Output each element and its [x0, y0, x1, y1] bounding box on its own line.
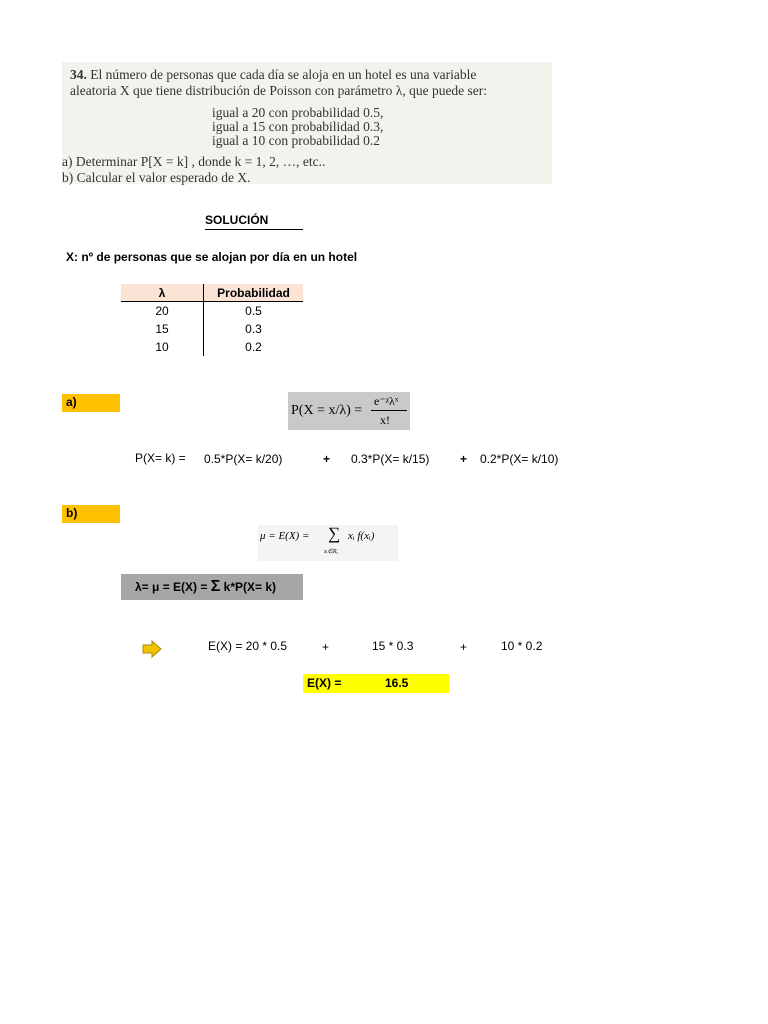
part-b-calc-lhs: E(X) = 20 * 0.5 [208, 639, 288, 653]
right-arrow-icon [142, 640, 162, 663]
fraction-bar [371, 410, 407, 411]
table-cell: 15 [121, 320, 204, 338]
table-cell: 0.3 [245, 322, 262, 336]
problem-part-a: a) Determinar P[X = k] , donde k = 1, 2, …, etc.. [62, 154, 326, 169]
part-b-plus-2: + [460, 640, 468, 654]
lambda-eq-suffix: k*P(X= k) [223, 580, 277, 594]
poisson-formula-lhs: P(X = x/λ) = [291, 403, 363, 418]
problem-option-2: igual a 15 con probabilidad 0.3, [212, 119, 384, 134]
part-b-tag: b) [62, 505, 120, 523]
problem-line-1: El número de personas que cada día se aloja en un hotel es una variable [90, 67, 477, 82]
poisson-formula-denominator: x! [380, 413, 390, 427]
result-box [303, 674, 449, 693]
part-b-term-3: 10 * 0.2 [501, 639, 543, 653]
table-cell: 0.2 [245, 340, 262, 354]
lambda-expectation-box [121, 574, 303, 600]
table-header-probability: Probabilidad [204, 284, 304, 302]
problem-statement-scan [62, 62, 552, 184]
part-b-term-2: 15 * 0.3 [372, 639, 414, 653]
part-a-term-1: 0.5*P(X= k/20) [204, 452, 283, 466]
part-a-plus-2: + [460, 452, 468, 466]
result-value: 16.5 [385, 676, 409, 690]
result-label: E(X) = [307, 676, 342, 690]
variable-definition: X: nº de personas que se alojan por día en un hotel [66, 250, 358, 264]
expected-value-formula [258, 525, 398, 561]
table-cell: 20 [121, 302, 204, 321]
table-cell: 0.5 [245, 304, 262, 318]
problem-number: 34. [70, 67, 87, 82]
summation-symbol: ∑ [328, 524, 341, 543]
table-header-lambda: λ [121, 284, 204, 302]
mu-formula-lhs: μ = E(X) = [260, 530, 310, 542]
problem-option-3: igual a 10 con probabilidad 0.2 [212, 133, 380, 148]
solution-title: SOLUCIÓN [205, 213, 303, 230]
part-a-term-3: 0.2*P(X= k/10) [480, 452, 559, 466]
table-row [121, 302, 303, 321]
lambda-probability-table [121, 284, 303, 356]
table-header-row [121, 284, 303, 302]
table-row [121, 338, 303, 356]
part-a-calc-lhs: P(X= k) = [135, 451, 186, 465]
table-cell: 10 [121, 338, 204, 356]
part-a-tag: a) [62, 394, 120, 412]
part-a-plus-1: + [323, 452, 331, 466]
mu-formula-rhs: xᵢ f(xᵢ) [348, 530, 375, 542]
part-b-plus-1: + [322, 640, 330, 654]
summation-subscript: xᵢ∈Rₓ [324, 549, 339, 555]
sigma-symbol: Σ [210, 578, 221, 595]
problem-part-b: b) Calcular el valor esperado de X. [62, 170, 251, 185]
poisson-formula-box [288, 392, 410, 430]
poisson-formula-numerator: e⁻ᵡλˣ [374, 394, 399, 408]
problem-option-1: igual a 20 con probabilidad 0.5, [212, 105, 384, 120]
problem-line-2: aleatoria X que tiene distribución de Poisson con parámetro λ, que puede ser: [70, 83, 488, 98]
part-a-term-2: 0.3*P(X= k/15) [351, 452, 430, 466]
lambda-eq-prefix: λ= μ = E(X) = [135, 580, 208, 594]
table-row [121, 320, 303, 338]
